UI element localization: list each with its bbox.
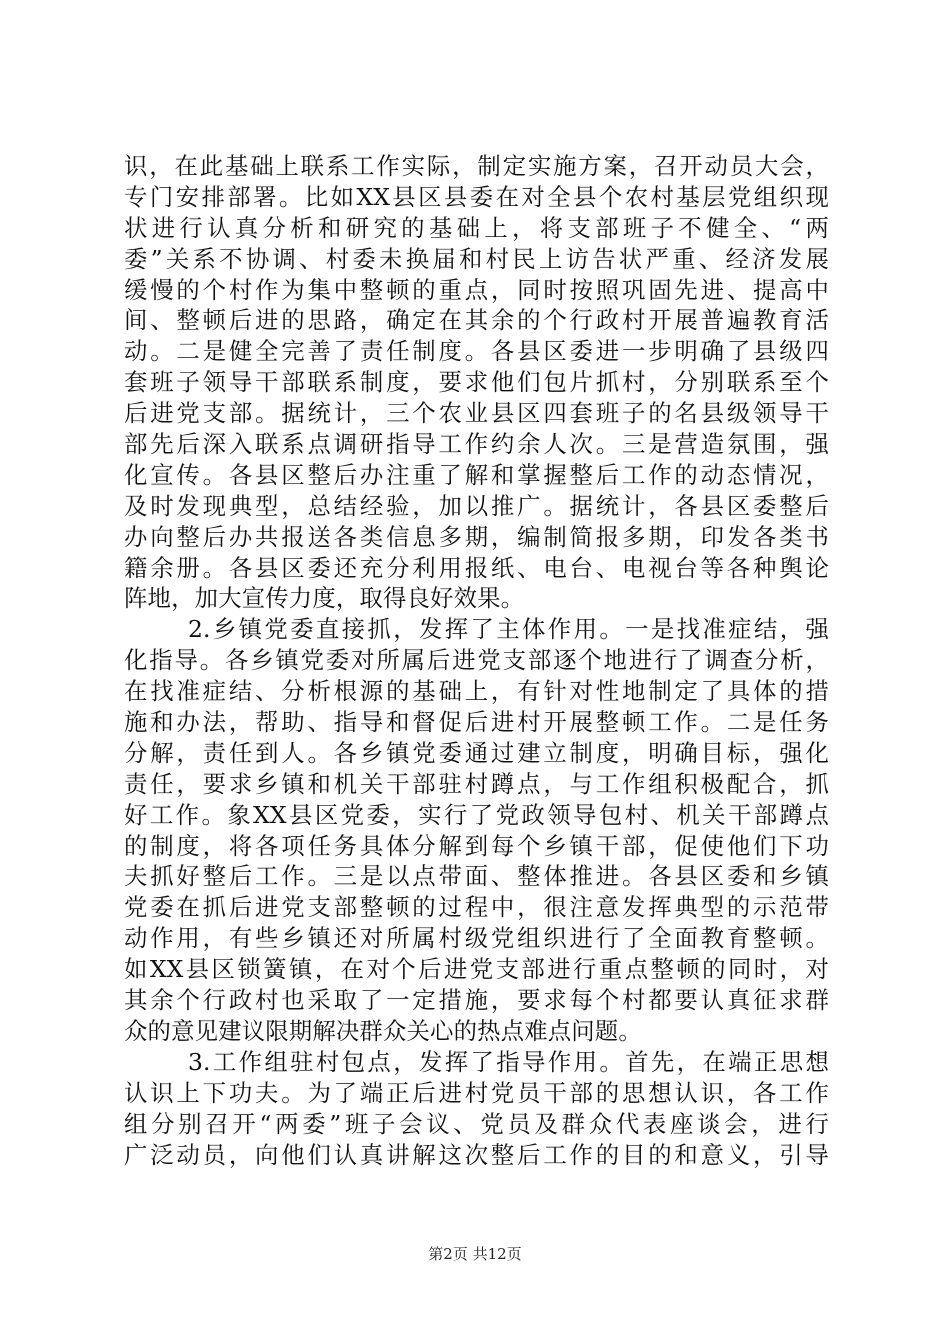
text-line: 广泛动员，向他们认真讲解这次整后工作的目的和意义，引导 (124, 1140, 829, 1169)
text-line: 的制度，将各项任务具体分解到每个乡镇干部，促使他们下功 (124, 831, 829, 860)
text-line: 后进党支部。据统计，三个农业县区四套班子的名县级领导干 (124, 399, 829, 428)
text-line: 专门安排部署。比如XX县区县委在对全县个农村基层党组织现 (124, 182, 829, 211)
paragraph-2 (124, 614, 829, 1046)
text-line: 套班子领导干部联系制度，要求他们包片抓村，分别联系至个 (124, 368, 829, 397)
text-line: 部先后深入联系点调研指导工作约余人次。三是营造氛围，强 (124, 430, 829, 459)
text-line: 认识上下功夫。为了端正后进村党员干部的思想认识，各工作 (124, 1078, 829, 1107)
text-line: 化指导。各乡镇党委对所属后进党支部逐个地进行了调查分析， (124, 646, 829, 675)
text-line: 2.乡镇党委直接抓，发挥了主体作用。一是找准症结，强 (188, 615, 829, 644)
text-line: 在找准症结、分析根源的基础上，有针对性地制定了具体的措 (124, 677, 829, 706)
text-line: 党委在抓后进党支部整顿的过程中，很注意发挥典型的示范带 (124, 893, 829, 922)
text-line: 化宣传。各县区整后办注重了解和掌握整后工作的动态情况， (124, 460, 829, 489)
text-line: 如XX县区锁簧镇，在对个后进党支部进行重点整顿的同时，对 (124, 955, 829, 984)
text-line: 好工作。象XX县区党委，实行了党政领导包村、机关干部蹲点 (124, 800, 829, 829)
text-line: 其余个行政村也采取了一定措施，要求每个村都要认真征求群 (124, 986, 829, 1015)
text-line: 分解，责任到人。各乡镇党委通过建立制度，明确目标，强化 (124, 738, 829, 767)
text-line: 籍余册。各县区委还充分利用报纸、电台、电视台等各种舆论 (124, 553, 829, 582)
text-line: 动。二是健全完善了责任制度。各县区委进一步明确了县级四 (124, 337, 829, 366)
document-body (124, 151, 829, 1170)
text-line: 夫抓好整后工作。三是以点带面、整体推进。各县区委和乡镇 (124, 862, 829, 891)
text-line: 众的意见建议限期解决群众关心的热点难点问题。 (124, 1016, 642, 1045)
text-line: 办向整后办共报送各类信息多期，编制简报多期，印发各类书 (124, 522, 829, 551)
text-line: 组分别召开“两委”班子会议、党员及群众代表座谈会，进行 (124, 1109, 829, 1138)
text-line: 3.工作组驻村包点，发挥了指导作用。首先，在端正思想 (188, 1047, 829, 1076)
page-footer (0, 1243, 950, 1264)
text-line: 状进行认真分析和研究的基础上，将支部班子不健全、“两 (124, 213, 829, 242)
text-line: 阵地，加大宣传力度，取得良好效果。 (124, 584, 525, 613)
paragraph-3 (124, 1047, 829, 1171)
page-number-label: 第2页 共12页 (428, 1245, 522, 1263)
text-line: 间、整顿后进的思路，确定在其余的个行政村开展普遍教育活 (124, 306, 829, 335)
text-line: 施和办法，帮助、指导和督促后进村开展整顿工作。二是任务 (124, 708, 829, 737)
text-line: 识，在此基础上联系工作实际，制定实施方案，召开动员大会， (124, 152, 829, 180)
text-line: 及时发现典型，总结经验，加以推广。据统计，各县区委整后 (124, 491, 829, 520)
paragraph-1 (124, 151, 829, 614)
text-line: 责任，要求乡镇和机关干部驻村蹲点，与工作组积极配合，抓 (124, 769, 829, 798)
text-line: 委”关系不协调、村委未换届和村民上访告状严重、经济发展 (124, 244, 829, 273)
text-line: 动作用，有些乡镇还对所属村级党组织进行了全面教育整顿。 (124, 924, 829, 953)
text-line: 缓慢的个村作为集中整顿的重点，同时按照巩固先进、提高中 (124, 275, 829, 304)
